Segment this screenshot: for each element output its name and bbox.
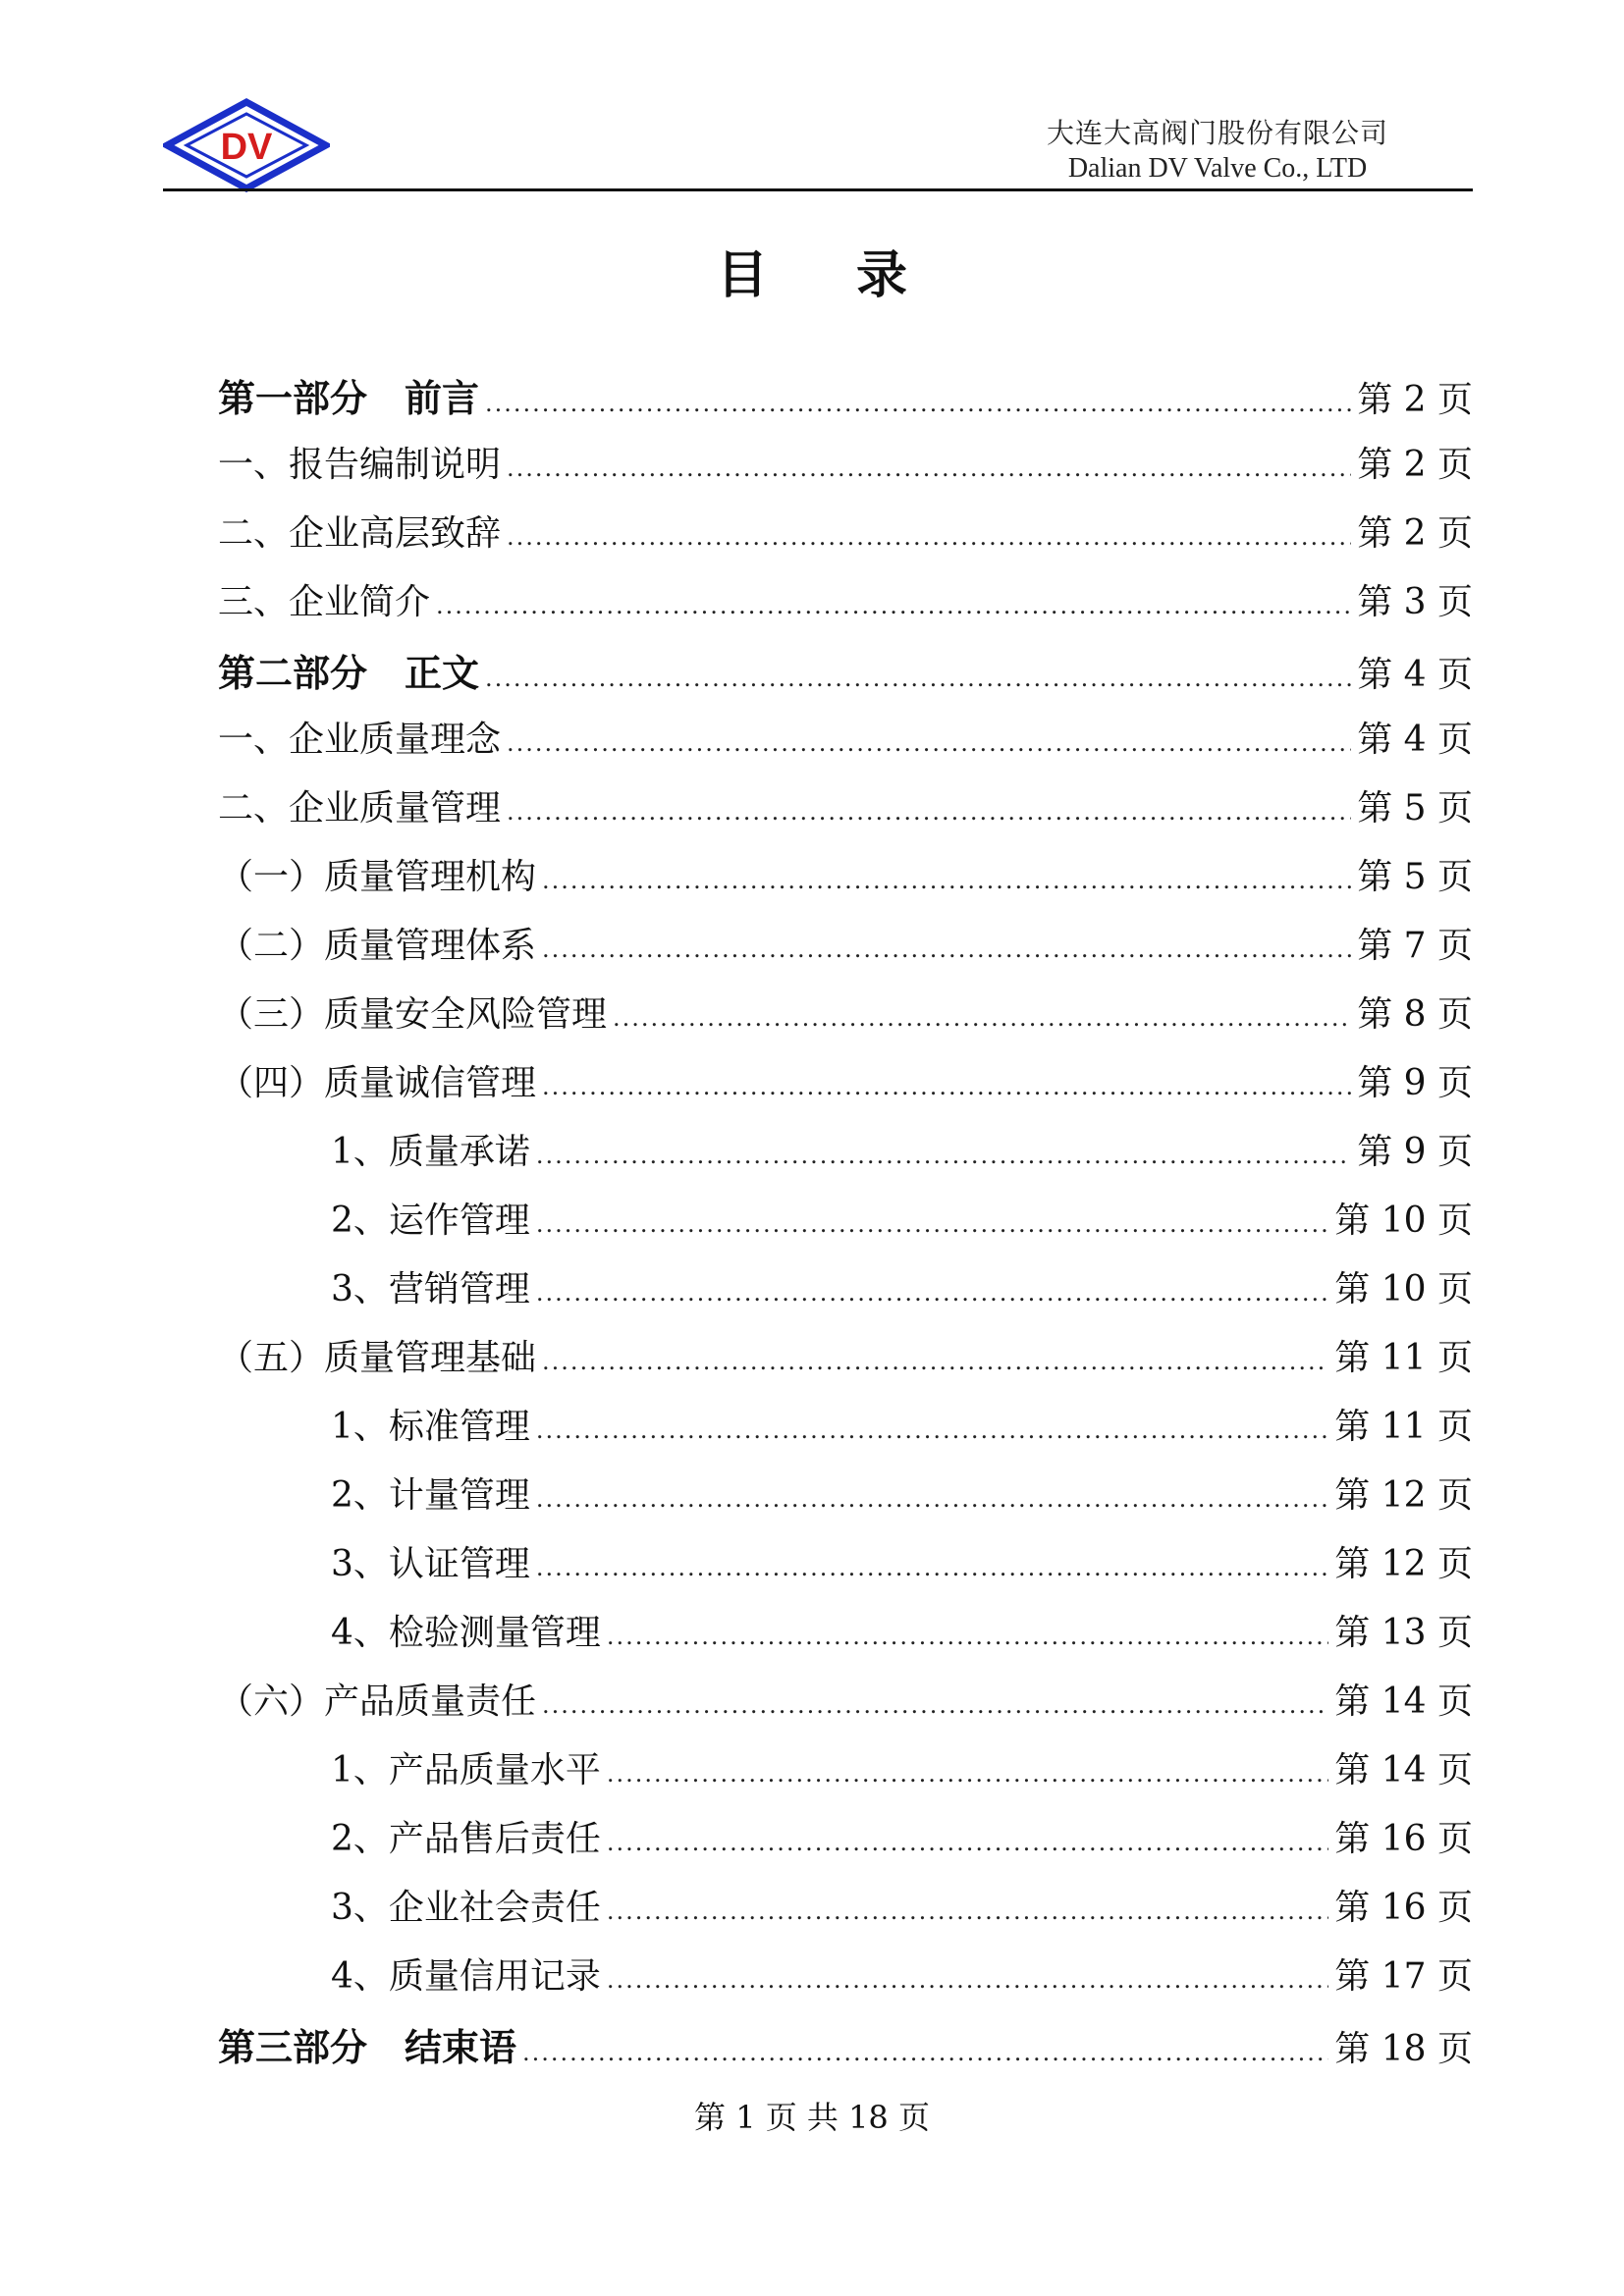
toc-entry-page: 第 17 页 — [1334, 1956, 1473, 1997]
toc-entry[interactable] — [218, 849, 1473, 918]
toc-leader-dots — [613, 1004, 1351, 1032]
toc-entry-page: 第 7 页 — [1357, 926, 1473, 966]
toc-leader-dots — [507, 798, 1351, 826]
toc-entry-label: 第二部分 正文 — [218, 651, 480, 695]
toc-entry-page: 第 4 页 — [1357, 720, 1473, 760]
toc-part-heading[interactable] — [218, 2017, 1473, 2086]
toc-entry-page: 第 16 页 — [1334, 1888, 1473, 1928]
toc-entry-label: 3、营销管理 — [331, 1269, 530, 1309]
toc-entry[interactable] — [218, 1742, 1473, 1811]
toc-entry-page: 第 9 页 — [1357, 1063, 1473, 1103]
header-divider — [163, 188, 1473, 191]
toc-entry-label: 第三部分 结束语 — [218, 2025, 517, 2069]
toc-leader-dots — [536, 1210, 1328, 1238]
toc-entry-label: 一、企业质量理念 — [218, 720, 502, 760]
toc-entry-label: 2、计量管理 — [331, 1475, 530, 1516]
toc-entry-page: 第 10 页 — [1334, 1269, 1473, 1309]
toc-leader-dots — [536, 1142, 1351, 1169]
toc-entry[interactable] — [218, 1399, 1473, 1468]
toc-leader-dots — [542, 1073, 1351, 1100]
toc-part-heading[interactable] — [218, 368, 1473, 437]
toc-entry-page: 第 5 页 — [1357, 788, 1473, 828]
toc-leader-dots — [507, 523, 1351, 551]
toc-entry[interactable] — [218, 712, 1473, 780]
page-title — [0, 234, 1624, 307]
toc-entry[interactable] — [218, 1261, 1473, 1330]
toc-leader-dots — [607, 1966, 1328, 1994]
toc-entry-label: 3、企业社会责任 — [331, 1888, 601, 1928]
toc-leader-dots — [436, 592, 1351, 619]
toc-entry-label: 三、企业简介 — [218, 582, 431, 622]
toc-leader-dots — [485, 665, 1351, 692]
toc-entry[interactable] — [218, 1880, 1473, 1949]
toc-leader-dots — [485, 390, 1351, 417]
toc-entry-page: 第 8 页 — [1357, 994, 1473, 1035]
toc-entry-label: （四）质量诚信管理 — [218, 1063, 537, 1103]
company-name-en: Dalian DV Valve Co., LTD — [1067, 153, 1368, 184]
toc-entry[interactable] — [218, 918, 1473, 987]
toc-entry-label: 4、检验测量管理 — [331, 1613, 601, 1653]
company-logo — [163, 98, 330, 192]
toc-entry-page: 第 10 页 — [1334, 1201, 1473, 1241]
toc-leader-dots — [607, 1897, 1328, 1925]
toc-entry-label: 一、报告编制说明 — [218, 445, 502, 485]
toc-leader-dots — [507, 729, 1351, 757]
toc-leader-dots — [607, 1829, 1328, 1856]
toc-leader-dots — [607, 1623, 1328, 1650]
toc-leader-dots — [607, 1760, 1328, 1788]
toc-entry-label: 2、运作管理 — [331, 1201, 530, 1241]
toc-entry-page: 第 3 页 — [1357, 582, 1473, 622]
toc-entry-label: 3、认证管理 — [331, 1544, 530, 1584]
toc-entry-label: （一）质量管理机构 — [218, 857, 537, 897]
page-title-part2: 录 — [856, 245, 908, 305]
table-of-contents — [218, 368, 1473, 2086]
toc-leader-dots — [542, 1691, 1328, 1719]
toc-entry[interactable] — [218, 1674, 1473, 1742]
toc-part-heading[interactable] — [218, 643, 1473, 712]
toc-entry-label: 二、企业质量管理 — [218, 788, 502, 828]
toc-entry-page: 第 2 页 — [1357, 513, 1473, 554]
toc-leader-dots — [536, 1485, 1328, 1513]
toc-entry-label: （二）质量管理体系 — [218, 926, 537, 966]
toc-entry-label: 1、质量承诺 — [331, 1132, 530, 1172]
company-name-cn: 大连大高阀门股份有限公司 — [1046, 117, 1388, 149]
toc-entry[interactable] — [218, 1124, 1473, 1193]
toc-entry[interactable] — [218, 1605, 1473, 1674]
toc-entry-page: 第 14 页 — [1334, 1682, 1473, 1722]
toc-entry-page: 第 14 页 — [1334, 1750, 1473, 1790]
toc-entry-page: 第 11 页 — [1334, 1338, 1473, 1378]
toc-leader-dots — [507, 454, 1351, 482]
company-name — [1047, 116, 1388, 187]
toc-entry-label: 二、企业高层致辞 — [218, 513, 502, 554]
toc-entry-label: （六）产品质量责任 — [218, 1682, 537, 1722]
toc-entry-page: 第 12 页 — [1334, 1475, 1473, 1516]
page-footer: 第 1 页 共 18 页 — [694, 2099, 930, 2136]
toc-entry[interactable] — [218, 1949, 1473, 2017]
toc-entry-page: 第 9 页 — [1357, 1132, 1473, 1172]
toc-leader-dots — [522, 2039, 1328, 2066]
toc-entry-page: 第 2 页 — [1357, 445, 1473, 485]
toc-entry[interactable] — [218, 1055, 1473, 1124]
toc-entry[interactable] — [218, 780, 1473, 849]
toc-entry[interactable] — [218, 506, 1473, 574]
toc-entry-label: 1、标准管理 — [331, 1407, 530, 1447]
toc-leader-dots — [542, 935, 1351, 963]
toc-entry[interactable] — [218, 437, 1473, 506]
toc-entry-page: 第 18 页 — [1334, 2029, 1473, 2069]
toc-entry-label: 第一部分 前言 — [218, 376, 480, 420]
toc-leader-dots — [536, 1416, 1328, 1444]
toc-leader-dots — [536, 1554, 1328, 1581]
toc-entry[interactable] — [218, 987, 1473, 1055]
toc-entry-page: 第 16 页 — [1334, 1819, 1473, 1859]
toc-leader-dots — [536, 1279, 1328, 1307]
toc-entry-page: 第 11 页 — [1334, 1407, 1473, 1447]
logo-text: DV — [220, 127, 273, 168]
toc-entry-page: 第 5 页 — [1357, 857, 1473, 897]
toc-leader-dots — [542, 1348, 1328, 1375]
toc-entry-label: （三）质量安全风险管理 — [218, 994, 608, 1035]
page-header — [0, 0, 1624, 196]
toc-entry-label: （五）质量管理基础 — [218, 1338, 537, 1378]
page-title-part1: 目 — [716, 245, 768, 305]
toc-entry-page: 第 13 页 — [1334, 1613, 1473, 1653]
toc-entry[interactable] — [218, 1330, 1473, 1399]
toc-entry[interactable] — [218, 1536, 1473, 1605]
toc-entry-page: 第 12 页 — [1334, 1544, 1473, 1584]
toc-entry[interactable] — [218, 1193, 1473, 1261]
toc-leader-dots — [542, 867, 1351, 894]
toc-entry-label: 2、产品售后责任 — [331, 1819, 601, 1859]
toc-entry-page: 第 2 页 — [1357, 380, 1473, 420]
toc-entry-page: 第 4 页 — [1357, 655, 1473, 695]
toc-entry-label: 1、产品质量水平 — [331, 1750, 601, 1790]
toc-entry[interactable] — [218, 1468, 1473, 1536]
toc-entry[interactable] — [218, 574, 1473, 643]
toc-entry-label: 4、质量信用记录 — [331, 1956, 601, 1997]
toc-entry[interactable] — [218, 1811, 1473, 1880]
